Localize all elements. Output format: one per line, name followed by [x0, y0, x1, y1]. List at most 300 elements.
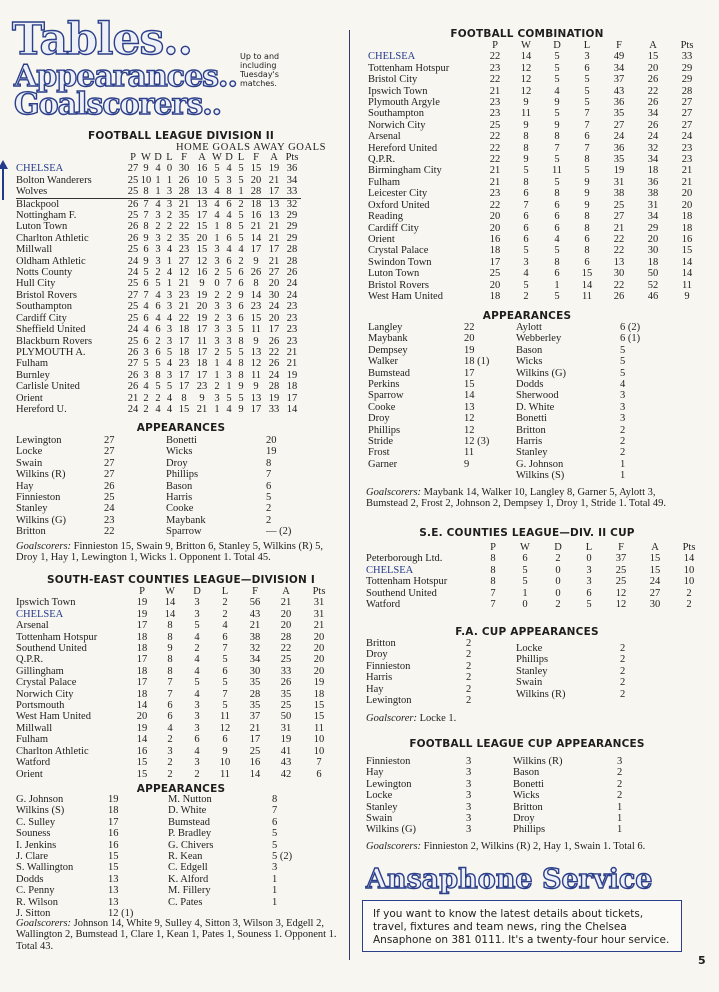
list-item — [168, 817, 332, 828]
table-cell: Bristol Rovers — [16, 289, 77, 301]
table-cell: 9 — [238, 289, 244, 301]
table-cell: 9 — [199, 278, 205, 290]
list-item — [16, 817, 168, 828]
table-cell: Luton Town — [16, 221, 68, 233]
table-cell: — (2) — [266, 526, 292, 538]
table-cell: Britton — [516, 424, 546, 436]
table-cell: 21 — [250, 221, 262, 233]
table-cell: Finnieston — [16, 492, 61, 504]
table-cell: 27 — [104, 446, 115, 458]
table-cell: 7 — [584, 108, 590, 120]
table-cell: 5 — [194, 677, 200, 689]
table-cell: 7 — [272, 805, 278, 817]
table-cell: 4 — [143, 381, 149, 393]
table-cell: Cooke — [368, 401, 396, 413]
table-cell: 20 — [280, 608, 292, 620]
scorers-text: Finnieston 15, Swain 9, Britton 6, Stanley 5, Wilkins (R) 5, Droy 1, Hay 1, Lewington 1, Wicks 1. Opponent 1. Total 45. — [16, 541, 324, 564]
table-cell: 3 — [214, 301, 220, 313]
table-cell: 28 — [286, 255, 298, 267]
table-cell: Britton — [16, 526, 46, 538]
table-cell: 4 — [143, 301, 149, 313]
table-cell: 24 — [127, 255, 139, 267]
sec-apps-title: APPEARANCES — [136, 783, 226, 795]
table-cell: 17 — [268, 186, 280, 198]
table-cell: 5 — [523, 279, 529, 291]
table-cell: W — [521, 40, 531, 51]
table-cell: Orient — [368, 233, 395, 245]
table-cell: 6 — [143, 278, 149, 290]
table-cell: Stanley — [516, 665, 548, 677]
table-row — [368, 143, 704, 154]
table-cell: 20 — [489, 211, 501, 223]
table-cell: 6 — [522, 553, 528, 565]
table-cell: W — [165, 586, 175, 597]
table-cell: 43 — [280, 757, 292, 769]
table-row — [16, 336, 301, 347]
table-cell: 3 — [166, 324, 173, 336]
table-cell: 5 — [522, 576, 528, 588]
table-cell: 25 — [127, 186, 139, 198]
table-cell: Wilkins (R) — [516, 688, 566, 700]
table-cell: 15 — [108, 862, 119, 874]
list-item — [168, 885, 332, 896]
table-cell: Dodds — [16, 873, 44, 885]
table-row — [368, 74, 704, 85]
table-cell: F — [181, 152, 187, 163]
table-cell: 3 — [194, 711, 200, 723]
table-cell: 5 — [266, 492, 272, 504]
table-cell: 25 — [249, 745, 261, 757]
table-cell: 2 — [617, 790, 623, 802]
table-cell: 5 — [238, 221, 244, 233]
table-cell: 2 — [166, 210, 173, 222]
sec-scorers — [16, 918, 342, 952]
table-cell: 24 — [649, 576, 661, 588]
table-row — [16, 609, 336, 620]
table-cell: 4 — [226, 210, 232, 222]
table-cell: Hay — [366, 767, 384, 779]
table-cell: Lewington — [16, 435, 62, 446]
table-cell: 5 — [194, 620, 200, 632]
table-cell: 5 — [155, 278, 161, 290]
table-cell: 8 — [155, 369, 161, 381]
table-cell: 11 — [464, 447, 475, 459]
table-cell: 30 — [613, 268, 625, 280]
table-cell: 26 — [127, 198, 139, 210]
table-cell: 5 — [226, 267, 232, 279]
table-cell: Swain — [16, 457, 43, 469]
table-cell: 56 — [249, 597, 261, 609]
table-cell: Hereford United — [368, 142, 438, 154]
table-cell: 46 — [647, 290, 659, 302]
table-cell: 5 — [214, 163, 220, 175]
table-cell: 8 — [554, 256, 560, 268]
table-cell: 5 — [143, 358, 149, 370]
list-item — [16, 469, 164, 480]
note-line: including — [240, 61, 277, 70]
table-cell: 3 — [214, 335, 220, 347]
list-item — [516, 677, 680, 688]
table-cell: Sheffield United — [16, 324, 86, 336]
table-cell: 14 — [250, 232, 262, 244]
list-item — [366, 649, 526, 660]
table-cell: R. Kean — [168, 851, 203, 863]
table-cell: Blackpool — [16, 198, 60, 210]
table-cell: 25 — [280, 654, 292, 666]
list-item — [16, 897, 168, 908]
table-cell: 2 — [466, 683, 472, 695]
table-cell: 25 — [127, 278, 139, 290]
table-cell: 3 — [617, 756, 623, 767]
table-cell: 21 — [280, 597, 292, 609]
table-cell: 43 — [613, 85, 625, 97]
table-cell: 6 — [222, 665, 228, 677]
table-cell: 4 — [214, 198, 220, 210]
table-cell: 20 — [250, 174, 262, 186]
table-cell: 6 — [222, 734, 228, 746]
table-cell: 5 — [214, 174, 220, 186]
table-cell: C. Sulley — [16, 816, 56, 828]
table-cell: 17 — [178, 381, 190, 393]
table-cell: 0 — [586, 553, 592, 565]
table-cell: 15 — [196, 244, 208, 256]
table-cell: 18 — [108, 805, 119, 817]
table-cell: Sherwood — [516, 390, 559, 402]
table-cell: 12 — [196, 255, 208, 267]
table-cell: 25 — [127, 312, 139, 324]
table-cell: 15 — [581, 268, 593, 280]
table-row — [16, 233, 301, 244]
table-cell: 35 — [249, 677, 261, 689]
table-cell: 9 — [253, 335, 259, 347]
table-cell: 25 — [127, 244, 139, 256]
table-cell: Locke — [516, 643, 543, 654]
list-item — [516, 470, 680, 481]
table-cell: 8 — [238, 335, 244, 347]
table-cell: 34 — [613, 62, 625, 74]
table-cell: 7 — [226, 278, 232, 290]
table-cell: 25 — [104, 492, 115, 504]
table-cell: 6 — [143, 335, 149, 347]
table-cell: 2 — [214, 267, 220, 279]
table-cell: 14 — [250, 289, 262, 301]
table-cell: 4 — [523, 268, 529, 280]
table-cell: 21 — [178, 301, 190, 313]
table-cell: 15 — [250, 312, 262, 324]
combo-apps-right — [516, 322, 680, 482]
table-cell: 5 — [620, 344, 626, 356]
table-cell: 26 — [127, 346, 139, 358]
table-cell: 21 — [268, 232, 280, 244]
table-cell: 3 — [143, 369, 149, 381]
combo-title: FOOTBALL COMBINATION — [450, 28, 604, 40]
table-cell: 4 — [143, 324, 149, 336]
table-cell: 4 — [214, 210, 220, 222]
table-cell: 4 — [226, 403, 232, 415]
table-cell: 15 — [136, 768, 148, 780]
table-cell — [16, 152, 126, 163]
table-cell: 8 — [253, 278, 259, 290]
table-cell: 28 — [286, 244, 298, 256]
table-row — [16, 381, 301, 392]
table-cell: 25 — [489, 119, 501, 131]
table-row — [366, 565, 706, 576]
table-cell: 12 — [464, 424, 475, 436]
table-cell: 20 — [136, 711, 148, 723]
table-cell: 21 — [613, 222, 625, 234]
table-cell: 2 — [466, 660, 472, 672]
table-cell: 13 — [108, 885, 119, 897]
table-cell: Frost — [368, 447, 390, 459]
table-cell: 32 — [286, 198, 298, 210]
table-cell: 21 — [681, 176, 693, 188]
table-cell: 7 — [167, 677, 173, 689]
table-cell: Wilkins (G) — [516, 367, 567, 379]
table-cell: 2 — [466, 638, 472, 649]
table-cell: 4 — [194, 631, 200, 643]
list-item — [16, 851, 168, 862]
table-cell: L — [585, 542, 593, 553]
table-cell: 4 — [214, 186, 220, 198]
table-cell: 1 — [620, 470, 626, 482]
table-cell: Leicester City — [368, 188, 428, 200]
table-cell: 3 — [166, 369, 173, 381]
table-cell: 27 — [268, 267, 280, 279]
table-cell: 8 — [490, 564, 496, 576]
sec-apps-left — [16, 794, 168, 919]
table-cell: 6 — [167, 700, 173, 712]
table-cell: 5 — [554, 176, 560, 188]
table-cell: 13 — [196, 186, 208, 198]
table-cell: Hay — [366, 683, 384, 695]
table-cell: 22 — [489, 131, 501, 143]
table-cell: 3 — [166, 335, 173, 347]
table-cell: 1 — [214, 369, 220, 381]
table-cell: 3 — [194, 700, 200, 712]
table-cell: 26 — [127, 232, 139, 244]
table-cell: CHELSEA — [16, 163, 64, 175]
table-cell: 17 — [196, 369, 208, 381]
table-row — [16, 769, 336, 780]
table-cell: 4 — [226, 358, 232, 370]
table-cell: 5 — [238, 163, 244, 175]
table-cell: Q.P.R. — [368, 154, 396, 166]
table-cell: 25 — [127, 301, 139, 313]
table-cell: 28 — [250, 186, 262, 198]
table-cell: 2 — [686, 599, 692, 611]
table-cell: 10 — [196, 174, 208, 186]
table-cell: 5 — [238, 324, 244, 336]
table-cell: 19 — [464, 344, 475, 356]
table-cell: 22 — [489, 142, 501, 154]
table-cell: 23 — [489, 62, 501, 74]
table-cell: 2 — [194, 768, 200, 780]
table-cell: 24 — [268, 369, 280, 381]
table-cell: 3 — [155, 210, 161, 222]
table-cell: 12 — [520, 85, 532, 97]
table-cell: 22 — [178, 221, 190, 233]
table-cell: 4 — [155, 163, 161, 175]
table-cell: Cardiff City — [16, 312, 67, 324]
table-cell: Harris — [366, 672, 393, 684]
table-cell: 17 — [196, 210, 208, 222]
list-item — [516, 390, 680, 401]
table-cell: Tottenham Hotspur — [16, 631, 98, 643]
list-item — [516, 356, 680, 367]
table-row — [16, 666, 336, 677]
list-item — [516, 654, 680, 665]
table-cell: 29 — [647, 222, 659, 234]
table-cell: Britton — [366, 638, 396, 649]
table-cell: 20 — [647, 62, 659, 74]
table-cell: 12 — [250, 358, 262, 370]
table-cell: 2 — [617, 767, 623, 779]
table-cell: A — [282, 586, 290, 597]
table-cell: 6 — [226, 255, 232, 267]
table-cell: 11 — [250, 369, 262, 381]
table-cell: L — [221, 586, 229, 597]
flc-apps-right — [513, 756, 677, 836]
table-cell: 22 — [489, 51, 501, 63]
table-cell: S. Wallington — [16, 862, 74, 874]
table-cell: C. Pates — [168, 896, 203, 908]
table-cell: 27 — [178, 255, 190, 267]
table-cell: 33 — [268, 403, 280, 415]
table-cell: 2 — [214, 346, 220, 358]
table-cell: 6 — [155, 346, 161, 358]
table-cell: 11 — [313, 722, 325, 734]
table-cell: K. Alford — [168, 873, 209, 885]
table-cell: Phillips — [368, 424, 401, 436]
table-cell: West Ham United — [368, 290, 443, 302]
table-cell: 6 — [226, 198, 232, 210]
table-cell: 30 — [178, 163, 190, 175]
table-cell: W — [212, 152, 222, 163]
table-cell: 11 — [219, 768, 231, 780]
table-cell: 30 — [268, 289, 280, 301]
table-cell: 25 — [127, 174, 139, 186]
table-cell: 20 — [268, 312, 280, 324]
table-cell: 1 — [238, 186, 244, 198]
table-cell: 23 — [178, 358, 190, 370]
facup-apps-right — [516, 643, 680, 700]
table-cell: 2 — [222, 608, 228, 620]
table-cell: 25 — [615, 576, 627, 588]
table-cell: 3 — [166, 186, 173, 198]
table-cell: 17 — [196, 324, 208, 336]
table-cell: 3 — [143, 346, 149, 358]
list-item — [516, 459, 680, 470]
table-cell: 34 — [647, 211, 659, 223]
table-cell: 12 — [520, 74, 532, 86]
table-row — [16, 290, 301, 301]
table-cell: PLYMOUTH A. — [16, 346, 86, 358]
title-appearances: Appearances.. — [14, 59, 237, 94]
table-cell: 23 — [286, 301, 298, 313]
table-cell: 2 — [620, 665, 626, 677]
table-row — [368, 120, 704, 131]
table-cell: 2 — [143, 392, 149, 404]
table-cell: 25 — [489, 268, 501, 280]
table-cell: 0 — [214, 278, 220, 290]
list-item — [516, 413, 680, 424]
table-cell: 5 — [238, 392, 244, 404]
table-row — [16, 186, 301, 198]
table-cell: 2 — [167, 757, 173, 769]
table-cell: 20 — [464, 333, 475, 345]
table-cell: 9 — [167, 643, 173, 655]
table-cell: 34 — [286, 174, 298, 186]
table-cell: 3 — [523, 256, 529, 268]
list-item — [366, 684, 526, 695]
table-cell: 18 — [136, 688, 148, 700]
table-cell: 1 — [554, 279, 560, 291]
table-cell: 3 — [167, 745, 173, 757]
table-cell: 3 — [466, 756, 472, 767]
table-cell: 21 — [489, 176, 501, 188]
table-cell: Orient — [16, 768, 43, 780]
table-row — [16, 654, 336, 665]
table-cell: P — [492, 40, 498, 51]
table-cell: 18 — [681, 211, 693, 223]
table-cell: Bolton Wanderers — [16, 174, 92, 186]
table-cell: 9 — [584, 188, 590, 200]
table-row — [16, 700, 336, 711]
table-cell: 15 — [681, 245, 693, 257]
table-cell: 10 — [140, 174, 152, 186]
list-item — [368, 390, 524, 401]
table-cell: 27 — [127, 358, 139, 370]
table-cell: 6 — [238, 278, 244, 290]
table-cell: 4 — [155, 312, 161, 324]
table-cell: Watford — [366, 599, 401, 611]
table-cell: 5 — [238, 232, 244, 244]
table-cell: CHELSEA — [368, 51, 416, 63]
table-cell: J. Clare — [16, 851, 49, 863]
table-cell: Phillips — [513, 824, 546, 836]
table-cell: 25 — [127, 335, 139, 347]
list-item — [168, 805, 332, 816]
column-divider — [349, 30, 350, 960]
table-cell: 5 — [222, 654, 228, 666]
table-cell: 21 — [313, 620, 325, 632]
table-cell: 17 — [250, 403, 262, 415]
page-number: 5 — [698, 954, 706, 967]
table-cell: F — [252, 586, 258, 597]
table-cell: Wilkins (R) — [16, 469, 66, 481]
table-cell: 21 — [489, 85, 501, 97]
table-cell: G. Johnson — [16, 794, 64, 805]
table-cell: 13 — [268, 210, 280, 222]
div2-apps-right — [166, 435, 326, 538]
table-cell: 21 — [286, 346, 298, 358]
table-cell: 7 — [143, 289, 149, 301]
table-cell: 18 — [681, 222, 693, 234]
table-cell: 6 — [554, 199, 560, 211]
table-cell: 1 — [166, 255, 173, 267]
table-cell: 20 — [196, 232, 208, 244]
table-cell: 10 — [683, 576, 695, 588]
table-cell: 6 — [222, 631, 228, 643]
list-item — [368, 447, 524, 458]
table-cell: 7 — [584, 142, 590, 154]
table-cell: 20 — [681, 188, 693, 200]
list-item — [516, 368, 680, 379]
table-cell: 5 — [554, 74, 560, 86]
table-cell: 33 — [280, 665, 292, 677]
table-cell: 30 — [249, 665, 261, 677]
table-cell: 2 — [266, 503, 272, 515]
